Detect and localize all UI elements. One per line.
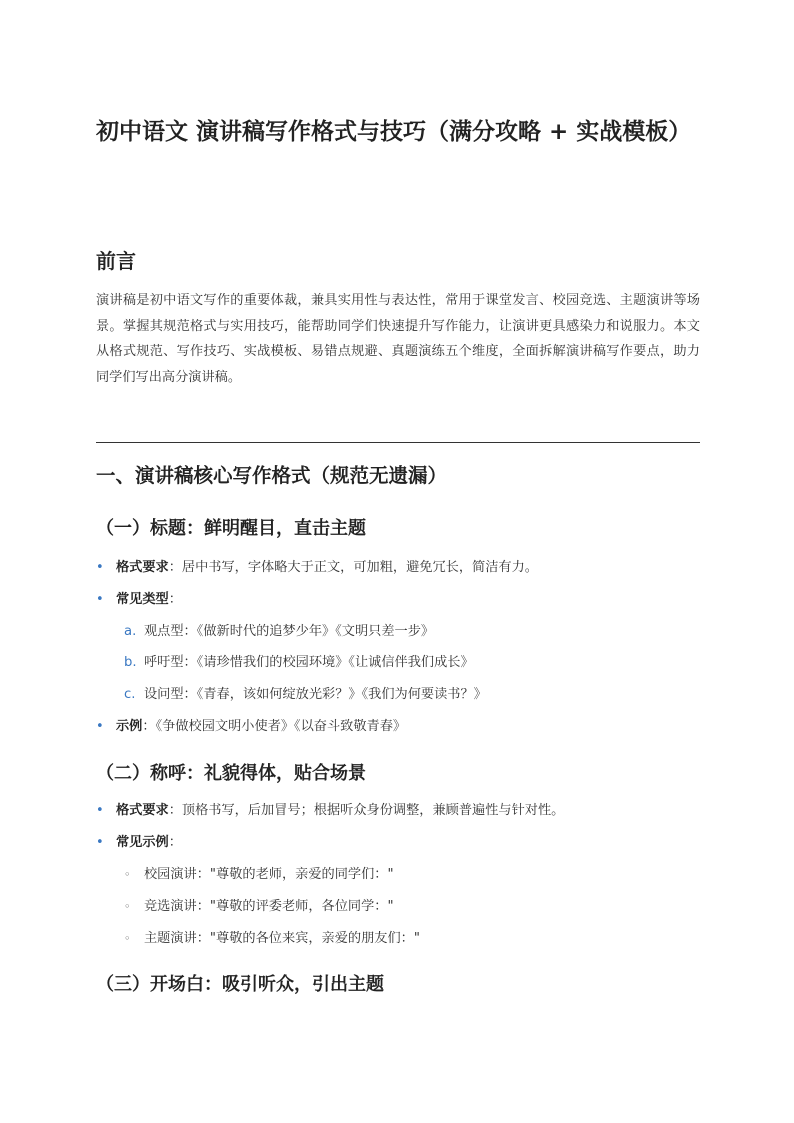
part1-heading: （一）标题：鲜明醒目，直击主题 xyxy=(96,518,366,539)
list-item-text: 观点型：《做新时代的追梦少年》《文明只差一步》 xyxy=(144,624,435,639)
list-item-content xyxy=(116,716,406,738)
list-item-label: 常见类型 xyxy=(116,592,169,607)
preface-heading: 前言 xyxy=(96,249,136,273)
list-item-text: ：顶格书写，后加冒号；根据听众身份调整，兼顾普遍性与针对性。 xyxy=(168,803,565,818)
circle-bullet-icon: ◦ xyxy=(124,932,131,945)
list-item-label: 示例 xyxy=(116,719,143,734)
list-item-text: 竞选演讲："尊敬的评委老师，各位同学：" xyxy=(144,899,394,914)
document-title: 初中语文 演讲稿写作格式与技巧（满分攻略 + 实战模板） xyxy=(96,119,692,145)
bullet-icon: • xyxy=(96,592,104,607)
list-marker: c. xyxy=(124,687,136,702)
list-item-text: ：《争做校园文明小使者》《以奋斗致敬青春》 xyxy=(142,719,407,734)
list-marker: b. xyxy=(124,655,137,670)
bullet-icon: • xyxy=(96,803,104,818)
bullet-icon: • xyxy=(96,560,104,575)
section1-heading: 一、演讲稿核心写作格式（规范无遗漏） xyxy=(96,464,448,487)
circle-bullet-icon: ◦ xyxy=(124,900,131,913)
preface-paragraph: 演讲稿是初中语文写作的重要体裁，兼具实用性与表达性，常用于课堂发言、校园竞选、主题演讲等场景。掌握其规范格式与实用技巧，能帮助同学们快速提升写作能力，让演讲更具感染力和说服力。本文从格式规范、写作技巧、实战模板、易错点规避、真题演练五个维度，全面拆解演讲稿写作要点，助力同学们写出高分演讲稿。 xyxy=(96,293,700,385)
list-item-text: ： xyxy=(168,835,182,850)
section-divider xyxy=(96,442,700,443)
list-item-text: 呼吁型：《请珍惜我们的校园环境》《让诚信伴我们成长》 xyxy=(144,655,474,670)
part3-heading: （三）开场白：吸引听众，引出主题 xyxy=(96,974,384,995)
list-item-text: ： xyxy=(168,592,182,607)
list-item-content xyxy=(116,800,564,822)
list-item-content xyxy=(116,589,182,611)
list-item-text: 校园演讲："尊敬的老师，亲爱的同学们：" xyxy=(144,867,394,882)
list-item-text: 设问型：《青春，该如何绽放光彩？》《我们为何要读书？》 xyxy=(144,687,487,702)
list-marker: a. xyxy=(124,624,137,639)
circle-bullet-icon: ◦ xyxy=(124,868,131,881)
list-item-label: 常见示例 xyxy=(116,835,169,850)
list-item-text: 主题演讲："尊敬的各位来宾，亲爱的朋友们：" xyxy=(144,931,420,946)
list-item-text: ：居中书写，字体略大于正文，可加粗，避免冗长，简洁有力。 xyxy=(168,560,538,575)
bullet-icon: • xyxy=(96,835,104,850)
list-item-label: 格式要求 xyxy=(116,803,169,818)
part2-heading: （二）称呼：礼貌得体，贴合场景 xyxy=(96,763,366,784)
bullet-icon: • xyxy=(96,719,104,734)
list-item-content xyxy=(116,557,538,579)
list-item-content xyxy=(116,832,182,854)
list-item-label: 格式要求 xyxy=(116,560,169,575)
